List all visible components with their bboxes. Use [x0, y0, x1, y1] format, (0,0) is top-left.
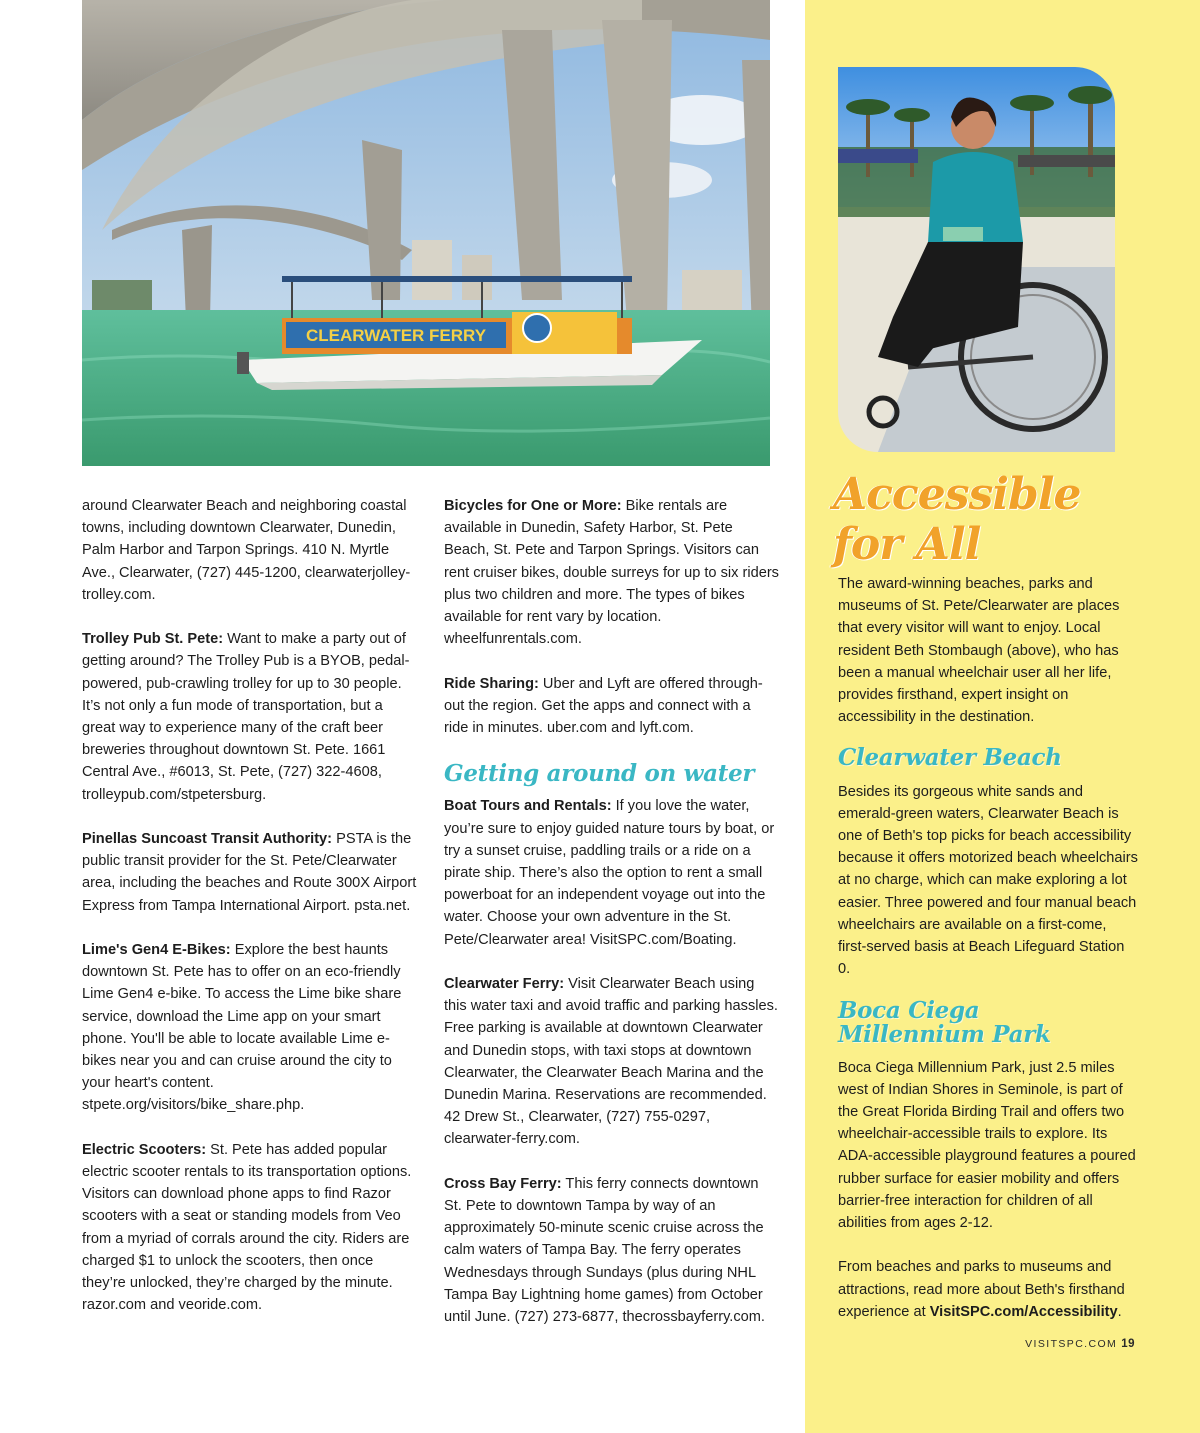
sidebar-title-line2: for All: [833, 519, 981, 570]
folio-site: VISITSPC.COM: [1025, 1338, 1118, 1350]
trolley-pub-paragraph: [82, 628, 417, 806]
cross-bay-ferry-title: Cross Bay Ferry:: [444, 1175, 562, 1192]
clearwater-beach-heading: Clearwater Beach: [838, 743, 1062, 771]
ride-sharing-text: Uber and Lyft are offered through-out the region. Get the apps and connect with a ride in minutes. uber.com and lyft.com.: [444, 675, 763, 737]
boca-ciega-heading-line1: Boca Ciega: [838, 996, 980, 1024]
cross-bay-ferry-paragraph: [444, 1173, 779, 1328]
page-folio: [1000, 1338, 1135, 1350]
trolley-pub-text: Want to make a party out of getting around? The Trolley Pub is a BYOB, pedal-powered, pub-crawling trolley for up to 30 people. It’s not only a fun mode of transportation, but a great way to experience many of the craft beer breweries throughout downtown St. Pete. 1661 Central Ave., #6013, St. Pete, (727) 322-4608, trolleypub.com/stpetersburg.: [82, 631, 410, 803]
clearwater-ferry-paragraph: [444, 973, 779, 1151]
sidebar-text: [838, 573, 1138, 1345]
ride-sharing-title: Ride Sharing:: [444, 675, 539, 692]
bicycles-text: Bike rentals are available in Dunedin, Safety Harbor, St. Pete Beach, St. Pete and Tarpon Springs. Visitors can rent cruiser bikes, double surreys for up to six riders plus two children and more. The types of bikes available for rent vary by location. wheelfunrentals.com.: [444, 498, 779, 648]
sidebar-closing-text: From beaches and parks to museums and attractions, read more about Beth's firsthand experience at: [838, 1259, 1125, 1320]
cross-bay-ferry-text: This ferry connects downtown St. Pete to downtown Tampa by way of an approximately 50-minute scenic cruise across the calm waters of Tampa Bay. The ferry operates Wednesdays through Sundays (plus during NHL Tampa Bay Lightning home games) from October until June. (727) 273-6877, thecrossbayferry.com.: [444, 1175, 765, 1326]
jolley-trolley-paragraph: [82, 495, 417, 606]
ferry-banner-text: CLEARWATER FERRY: [305, 326, 487, 345]
lime-title: Lime's Gen4 E-Bikes:: [82, 942, 231, 959]
jolley-trolley-text: around Clearwater Beach and neighboring coastal towns, including downtown Clearwater, Dunedin, Palm Harbor and Tarpon Springs. 410 N. Myrtle Ave., Clearwater, (727) 445-1200, clearwaterjolley-trolley.com.: [82, 498, 411, 603]
ride-sharing-paragraph: [444, 673, 779, 740]
psta-title: Pinellas Suncoast Transit Authority:: [82, 831, 333, 848]
scooter-title: Electric Scooters:: [82, 1141, 207, 1158]
boca-ciega-heading-line2: Millennium Park: [838, 1020, 1051, 1048]
scooter-text: St. Pete has added popular electric scooter rentals to its transportation options. Visitors can download phone apps to find Razor scooters with a seat or standing models from Veo from a myriad of corrals around the city. Riders are charged $1 to unlock the scooters, then once they’re unlocked, they’re charged by the minute. razor.com and veoride.com.: [82, 1141, 412, 1314]
water-section-heading: Getting around on water: [444, 760, 755, 788]
clearwater-beach-text: Besides its gorgeous white sands and emerald-green waters, Clearwater Beach is one of Beth's top picks for beach accessibility because it offers motorized beach wheelchairs at no charge, which can make exploring a lot easier. Three powered and four manual beach wheelchairs are available on a first-come, first-served basis at Beach Lifeguard Station 0.: [838, 783, 1138, 978]
sidebar-closing: [838, 1256, 1138, 1323]
boca-ciega-text: Boca Ciega Millennium Park, just 2.5 miles west of Indian Shores in Seminole, is part of the Great Florida Birding Trail and offers two wheelchair-accessible trails to explore. Its ADA-accessible playground features a poured rubber surface for easier mobility and offers barrier-free interaction for children of all abilities from ages 2-12.: [838, 1059, 1136, 1232]
boat-tours-text: If you love the water, you’re sure to enjoy guided nature tours by boat, or try a sunset cruise, paddling trails or a ride on a pirate ship. There’s also the option to rent a small powerboat for an independent voyage out into the water. Choose your own adventure in the St. Pete/Clearwater area! VisitSPC.com/Boating.: [444, 798, 775, 948]
clearwater-ferry-text: Visit Clearwater Beach using this water taxi and avoid traffic and parking hassles. Free parking is available at downtown Clearwater and Dunedin stops, with taxi stops at downtown Clearwater, the Clearwater Beach Marina and the Dunedin Marina. Reservations are recommended. 42 Drew St., Clearwater, (727) 755-0297, clearwater-ferry.com.: [444, 976, 778, 1148]
lime-text: Explore the best haunts downtown St. Pete has to offer on an eco-friendly Lime Gen4 e-bike. To access the Lime bike share service, download the Lime app on your smart phone. You'll be able to locate available Lime e-bikes near you and can cruise around the city to your heart's content. stpete.org/visitors/bike_share.php.: [82, 942, 402, 1114]
page-number: 19: [1121, 1338, 1135, 1350]
psta-text: PSTA is the public transit provider for the St. Pete/Clearwater area, including the beaches and Route 300X Airport Express from Tampa International Airport. psta.net.: [82, 831, 417, 914]
boat-tours-paragraph: [444, 795, 779, 950]
ferry-photo: [82, 0, 770, 466]
sidebar-closing-period: .: [1117, 1303, 1122, 1320]
wheelchair-user-photo: [838, 67, 1115, 452]
sidebar-title: [833, 470, 1163, 570]
sidebar-intro: The award-winning beaches, parks and museums of St. Pete/Clearwater are places that every visitor will want to enjoy. Local resident Beth Stombaugh (above), who has been a manual wheelchair user all her life, provides firsthand, expert insight on accessibility in the destination.: [838, 576, 1120, 726]
bicycles-paragraph: [444, 495, 779, 650]
column-one: [82, 495, 417, 1339]
trolley-pub-title: Trolley Pub St. Pete:: [82, 631, 224, 648]
bicycles-title: Bicycles for One or More:: [444, 498, 622, 514]
column-two: [444, 495, 779, 1350]
sidebar-title-line1: Accessible: [833, 469, 1081, 520]
boat-tours-title: Boat Tours and Rentals:: [444, 798, 612, 815]
scooter-paragraph: [82, 1139, 417, 1317]
boca-ciega-heading: [838, 996, 1138, 1048]
accessibility-link[interactable]: VisitSPC.com/Accessibility: [929, 1303, 1118, 1320]
clearwater-ferry-title: Clearwater Ferry:: [444, 976, 565, 993]
lime-paragraph: [82, 939, 417, 1117]
psta-paragraph: [82, 828, 417, 917]
